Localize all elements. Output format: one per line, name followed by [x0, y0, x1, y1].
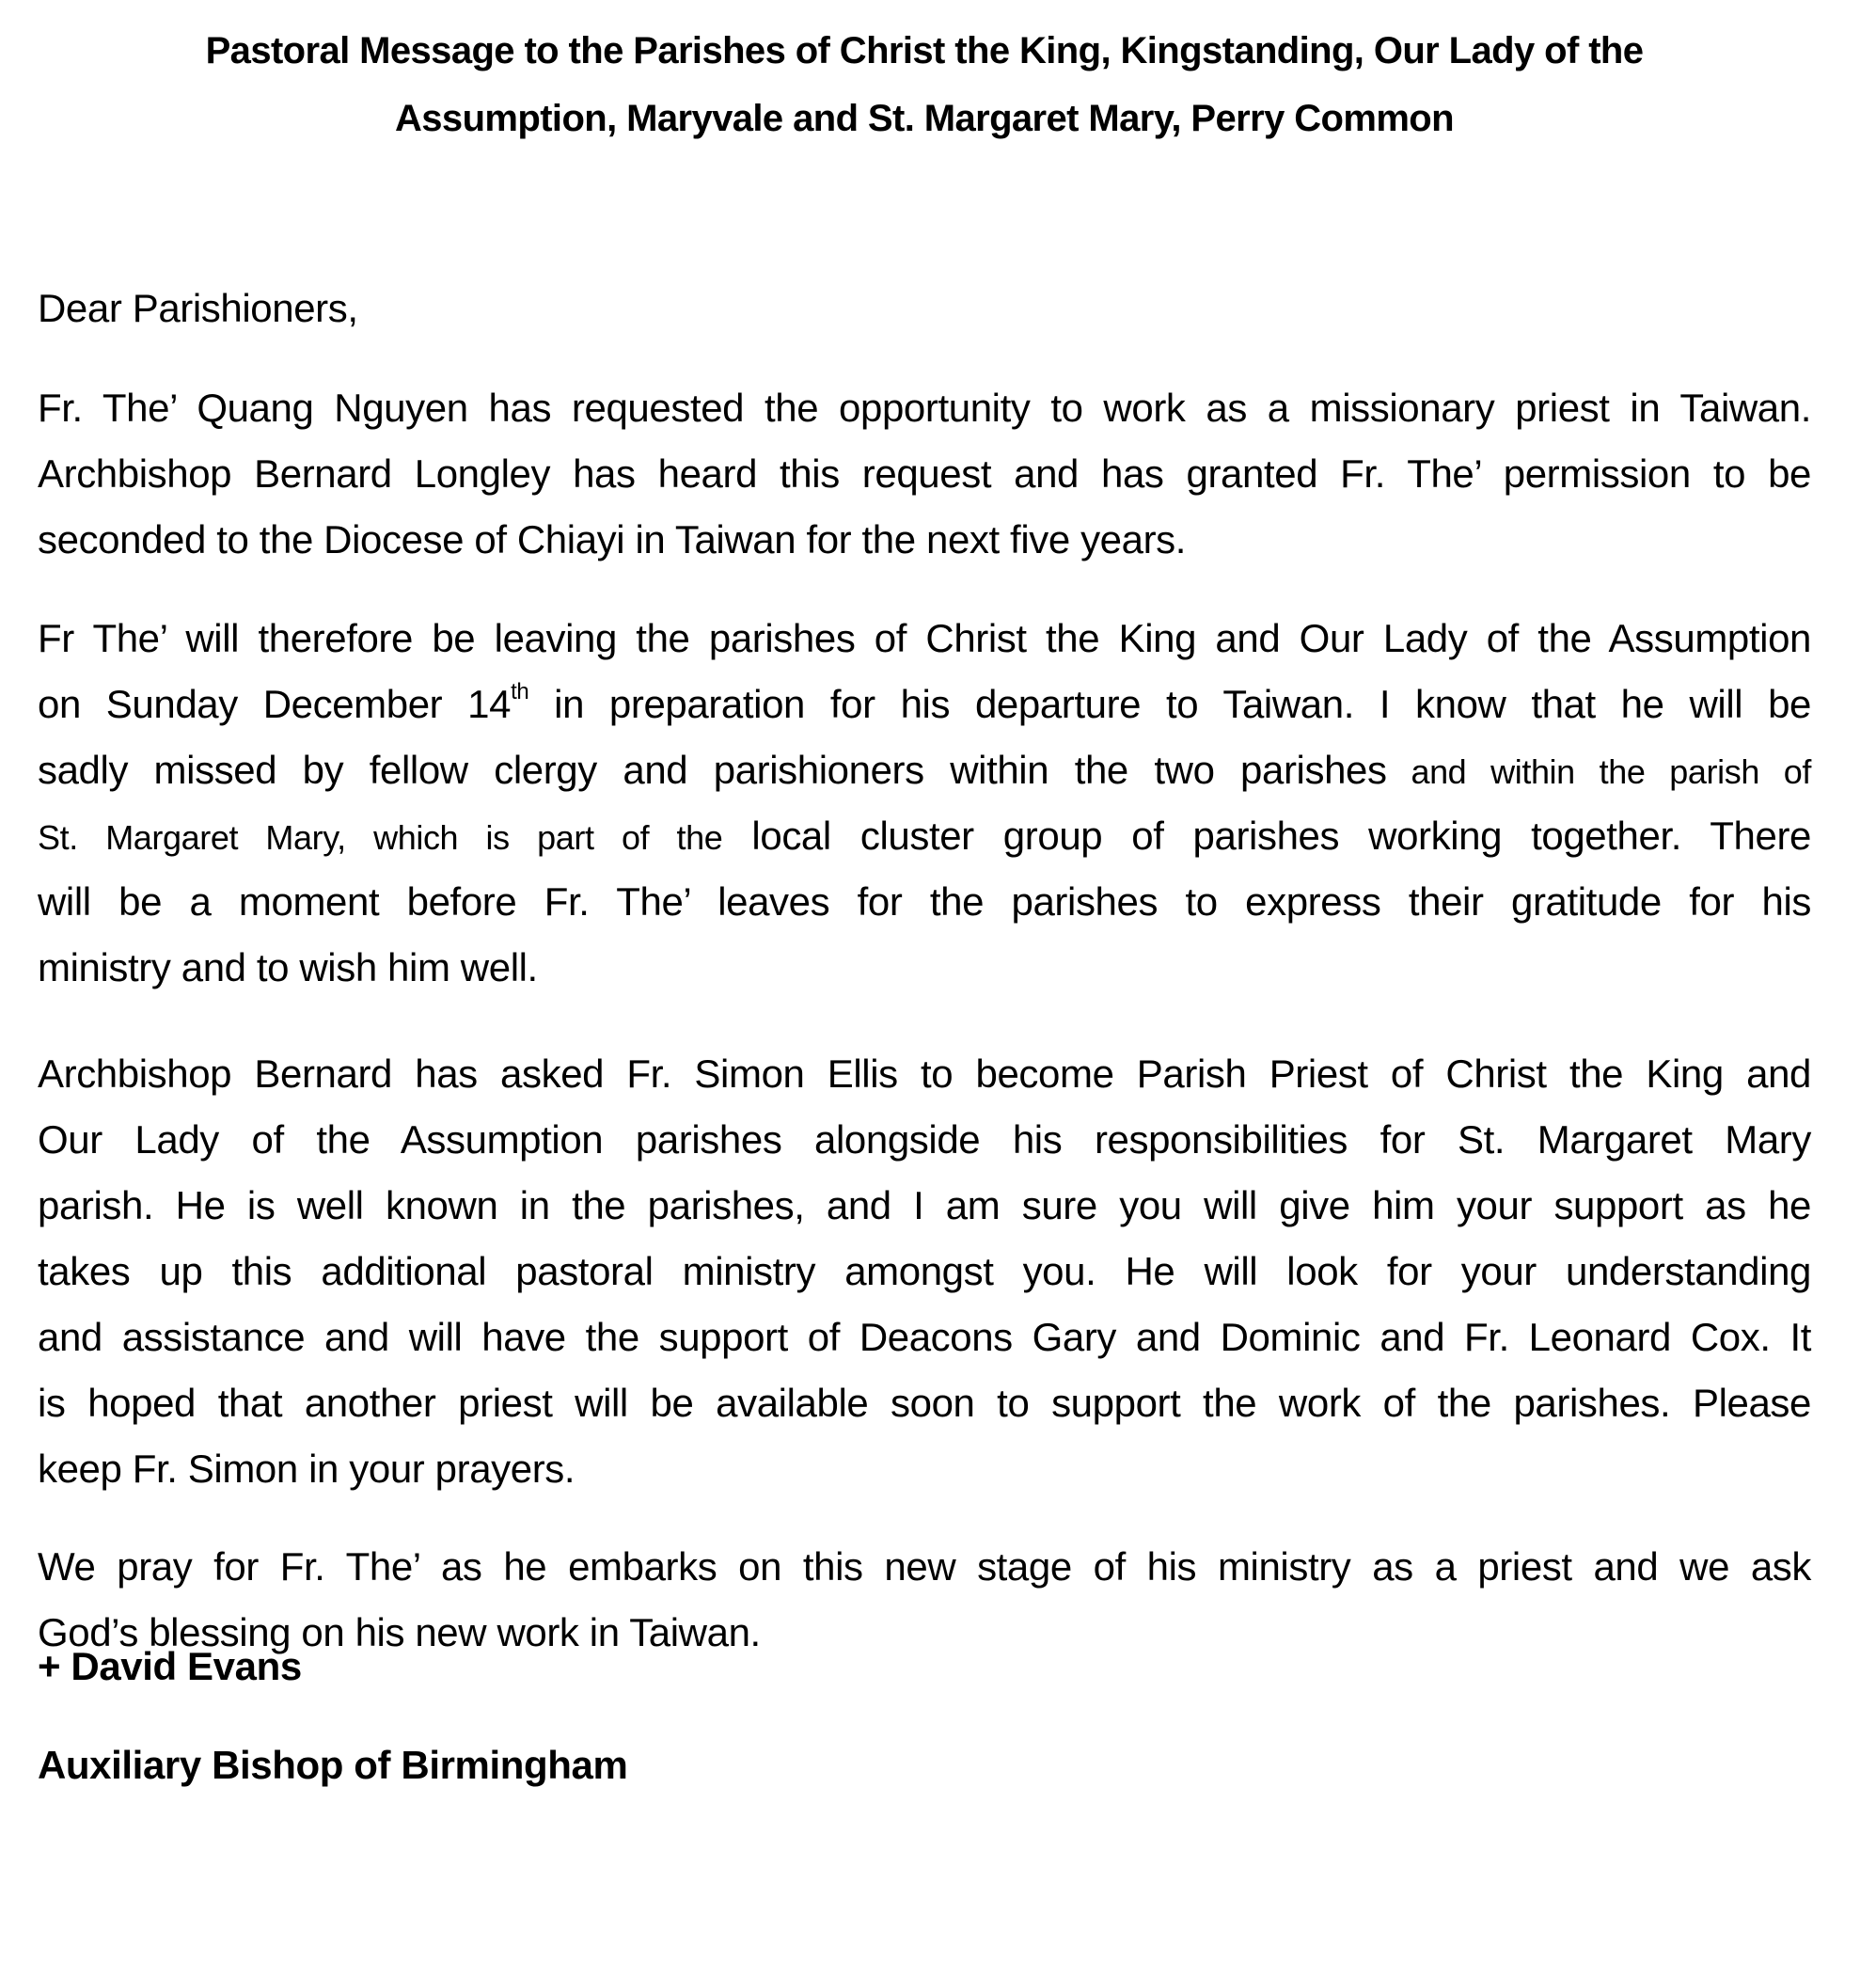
title-line: Pastoral Message to the Parishes of Christ the King, Kingstanding, Our Lady of the: [205, 30, 1644, 71]
paragraph-line: Fr. The’ Quang Nguyen has requested the opportunity to work as a missionary priest in Taiwan.: [38, 386, 1811, 430]
signature-name-text: + David Evans: [38, 1644, 302, 1688]
paragraph-line: parish. He is well known in the parishes, and I am sure you will give him your support as he: [38, 1183, 1811, 1227]
paragraph-line: and assistance and will have the support of Deacons Gary and Dominic and Fr. Leonard Cox. It: [38, 1315, 1811, 1359]
document-title: [38, 17, 1811, 152]
line-text-small: St. Margaret Mary, which is part of the: [38, 818, 723, 857]
signature-name: [38, 1634, 1811, 1700]
paragraph-2: [38, 606, 1811, 1001]
line-text: sadly missed by fellow clergy and parishioners within the two parishes: [38, 748, 1387, 792]
line-text: in preparation for his departure to Taiwan. I know that he will be: [528, 682, 1811, 726]
ordinal-suffix: th: [511, 679, 529, 704]
paragraph-line: Archbishop Bernard Longley has heard this request and has granted Fr. The’ permission to be: [38, 451, 1811, 496]
signature-role-text: Auxiliary Bishop of Birmingham: [38, 1743, 628, 1787]
paragraph-line: Our Lady of the Assumption parishes alongside his responsibilities for St. Margaret Mary: [38, 1117, 1811, 1162]
paragraph-line: God’s blessing on his new work in Taiwan.: [38, 1610, 761, 1654]
paragraph-line: is hoped that another priest will be available soon to support the work of the parishes. Please: [38, 1381, 1811, 1425]
signature-role: [38, 1732, 1811, 1798]
paragraph-line: Archbishop Bernard has asked Fr. Simon Ellis to become Parish Priest of Christ the King and: [38, 1052, 1811, 1096]
salutation: [38, 276, 1811, 341]
paragraph-line: Fr The’ will therefore be leaving the parishes of Christ the King and Our Lady of the Assumption: [38, 616, 1811, 660]
paragraph-line: ministry and to wish him well.: [38, 945, 538, 989]
date-text: on Sunday December 14: [38, 682, 512, 726]
title-line: Assumption, Maryvale and St. Margaret Mary, Perry Common: [395, 98, 1454, 139]
paragraph-line: seconded to the Diocese of Chiayi in Taiwan for the next five years.: [38, 517, 1187, 561]
paragraph-line: will be a moment before Fr. The’ leaves for the parishes to express their gratitude for his: [38, 879, 1811, 924]
paragraph-1: [38, 375, 1811, 573]
paragraph-line: takes up this additional pastoral ministry amongst you. He will look for your understanding: [38, 1249, 1811, 1293]
salutation-text: Dear Parishioners,: [38, 286, 358, 330]
paragraph-3: [38, 1041, 1811, 1502]
paragraph-line: [38, 672, 1811, 737]
line-text: local cluster group of parishes working together. There: [722, 814, 1811, 858]
line-text-small: and within the parish of: [1386, 752, 1812, 791]
paragraph-line: [38, 803, 1811, 869]
paragraph-line: We pray for Fr. The’ as he embarks on this new stage of his ministry as a priest and we ask: [38, 1544, 1811, 1589]
paragraph-line: keep Fr. Simon in your prayers.: [38, 1447, 575, 1491]
paragraph-line: [38, 737, 1811, 803]
